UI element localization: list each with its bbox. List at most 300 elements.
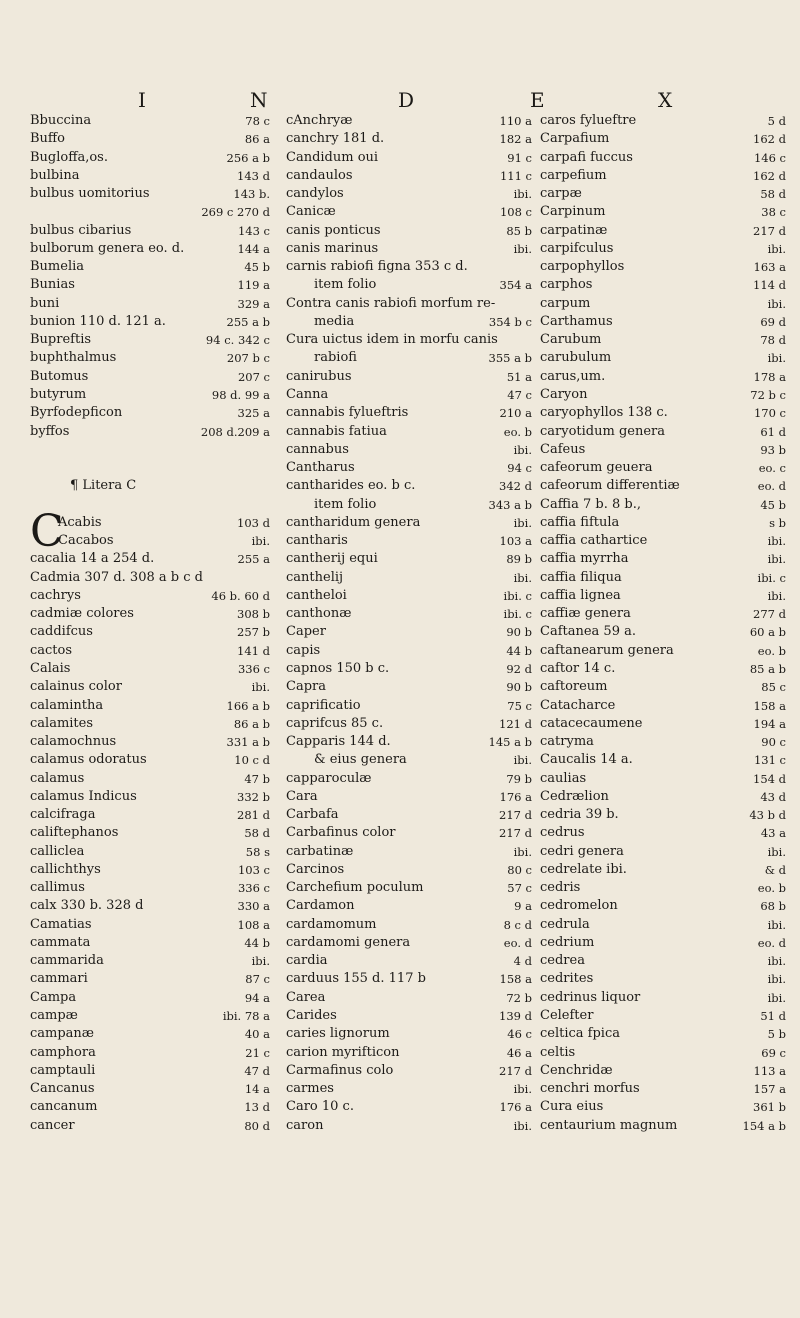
entry-reference: 143 c xyxy=(237,223,270,238)
index-entry xyxy=(286,623,532,641)
entry-reference: 308 b xyxy=(237,607,270,622)
entry-reference: 158 a xyxy=(753,698,786,713)
entry-reference: 47 c xyxy=(507,387,532,402)
entry-reference: 69 d xyxy=(760,314,786,329)
index-entry xyxy=(30,1062,270,1080)
entry-term: Buffo xyxy=(30,131,65,147)
index-entry xyxy=(286,368,532,386)
entry-reference: 157 a xyxy=(753,1082,786,1097)
index-entry xyxy=(30,587,270,605)
index-entry xyxy=(286,203,532,221)
entry-reference: 38 c xyxy=(761,205,786,220)
entry-reference: 255 a xyxy=(237,552,270,567)
entry-term: Carbafa xyxy=(286,807,339,823)
index-entry xyxy=(30,952,270,970)
entry-reference: ibi. xyxy=(513,1118,532,1133)
entry-reference: 43 b d xyxy=(749,808,786,823)
index-entry xyxy=(286,934,532,952)
entry-reference: 208 d.209 a xyxy=(200,424,270,439)
entry-term: caffia myrrha xyxy=(540,551,629,567)
entry-term: caftanearum genera xyxy=(540,642,674,658)
entry-term: cancer xyxy=(30,1117,75,1133)
index-entry xyxy=(540,934,786,952)
entry-reference: 68 b xyxy=(760,899,786,914)
index-entry xyxy=(540,1080,786,1098)
index-entry xyxy=(540,368,786,386)
index-entry xyxy=(286,441,532,459)
entry-term: cachrys xyxy=(30,587,81,603)
entry-reference: ibi. xyxy=(513,570,532,585)
entry-term: cantharidum genera xyxy=(286,514,421,530)
index-entry xyxy=(286,824,532,842)
index-entry xyxy=(540,660,786,678)
entry-reference: 154 a b xyxy=(742,1118,786,1133)
entry-term: bunion 110 d. 121 a. xyxy=(30,313,166,329)
entry-term: Bugloffa,os. xyxy=(30,149,108,165)
entry-reference: 46 b. 60 d xyxy=(211,588,270,603)
index-entry xyxy=(540,258,786,276)
index-entry xyxy=(540,550,786,568)
entry-term: Carea xyxy=(286,989,326,1005)
index-entry xyxy=(30,569,270,587)
entry-term: Carmafinus colo xyxy=(286,1062,394,1078)
entry-term: Caper xyxy=(286,624,326,640)
index-entry xyxy=(286,1117,532,1135)
index-entry xyxy=(30,514,270,532)
index-entry xyxy=(286,897,532,915)
entry-term: cedrula xyxy=(540,916,590,932)
entry-reference: ibi. xyxy=(251,534,270,549)
entry-term: cantharis xyxy=(286,533,348,549)
entry-term: canis ponticus xyxy=(286,222,381,238)
index-entry xyxy=(30,167,270,185)
entry-term: Cancanus xyxy=(30,1081,95,1097)
entry-reference: 103 d xyxy=(237,515,270,530)
entry-reference: 119 a xyxy=(237,278,270,293)
entry-reference: 103 a xyxy=(499,534,532,549)
entry-term: Cedrælion xyxy=(540,788,609,804)
index-entry xyxy=(286,642,532,660)
entry-term: caftoreum xyxy=(540,679,608,695)
index-entry xyxy=(540,1007,786,1025)
entry-reference: 217 d xyxy=(499,826,532,841)
entry-reference: 329 a xyxy=(237,296,270,311)
index-entry xyxy=(286,459,532,477)
index-entry xyxy=(540,313,786,331)
entry-reference: ibi. xyxy=(767,844,786,859)
index-entry xyxy=(30,788,270,806)
index-entry xyxy=(30,806,270,824)
entry-term: Cura uictus idem in morfu canis xyxy=(286,332,498,348)
index-entry xyxy=(30,843,270,861)
index-column-1 xyxy=(30,112,270,1135)
entry-reference: ibi. xyxy=(513,844,532,859)
entry-term: canis marinus xyxy=(286,240,379,256)
entry-term: candaulos xyxy=(286,167,353,183)
entry-term: callimus xyxy=(30,880,85,896)
entry-term: cantherij equi xyxy=(286,551,378,567)
entry-term: butyrum xyxy=(30,386,87,402)
index-entry xyxy=(30,642,270,660)
index-entry xyxy=(286,952,532,970)
index-entry xyxy=(540,806,786,824)
entry-term: Campa xyxy=(30,989,77,1005)
entry-term: cardamomum xyxy=(286,916,377,932)
entry-term: buphthalmus xyxy=(30,350,117,366)
entry-reference: 269 c 270 d xyxy=(201,205,270,220)
entry-term: item folio xyxy=(314,496,377,512)
entry-term: bulbina xyxy=(30,167,80,183)
index-entry xyxy=(286,861,532,879)
index-entry xyxy=(30,368,270,386)
index-entry xyxy=(30,623,270,641)
entry-term: caron xyxy=(286,1117,324,1133)
entry-term: cammata xyxy=(30,934,91,950)
entry-reference: 331 a b xyxy=(226,735,270,750)
entry-term: cedris xyxy=(540,880,581,896)
entry-reference: 355 a b xyxy=(488,351,532,366)
entry-term: Camatias xyxy=(30,916,92,932)
index-entry xyxy=(30,1007,270,1025)
index-entry xyxy=(30,130,270,148)
index-entry xyxy=(540,916,786,934)
entry-term: carpifculus xyxy=(540,240,614,256)
entry-term: Carpafium xyxy=(540,131,610,147)
entry-term: cAnchryæ xyxy=(286,113,353,128)
index-entry xyxy=(30,496,270,514)
index-entry xyxy=(30,240,270,258)
entry-reference: 256 a b xyxy=(226,150,270,165)
index-entry xyxy=(286,678,532,696)
entry-term: Canicæ xyxy=(286,204,336,220)
index-entry xyxy=(286,423,532,441)
entry-reference: ibi. xyxy=(767,990,786,1005)
index-entry xyxy=(540,532,786,550)
entry-term: bulbus uomitorius xyxy=(30,186,150,202)
entry-term: Carpinum xyxy=(540,204,606,220)
entry-reference: ibi. xyxy=(513,442,532,457)
index-entry xyxy=(30,1080,270,1098)
entry-term: Cura eius xyxy=(540,1099,604,1115)
index-entry xyxy=(286,240,532,258)
entry-term: Butomus xyxy=(30,368,89,384)
entry-reference: 13 d xyxy=(244,1100,270,1115)
entry-term: Carcinos xyxy=(286,861,345,877)
index-entry xyxy=(30,532,270,550)
index-entry xyxy=(540,733,786,751)
index-entry xyxy=(30,258,270,276)
index-entry xyxy=(540,477,786,495)
entry-term: media xyxy=(314,313,355,329)
entry-term: calainus color xyxy=(30,679,122,695)
entry-reference: 182 a xyxy=(499,132,532,147)
entry-term: Carubum xyxy=(540,332,602,348)
entry-term: caffiæ genera xyxy=(540,606,631,622)
entry-reference: 162 d xyxy=(753,132,786,147)
entry-reference: eo. b xyxy=(757,643,786,658)
index-entry xyxy=(30,441,270,459)
entry-reference: 21 c xyxy=(245,1045,270,1060)
index-entry xyxy=(30,1098,270,1116)
entry-term: Cacabos xyxy=(58,533,114,549)
index-entry xyxy=(540,331,786,349)
entry-term: cardamomi genera xyxy=(286,934,411,950)
entry-term: Candidum oui xyxy=(286,149,379,165)
entry-reference: 87 c xyxy=(245,972,270,987)
entry-reference: 47 b xyxy=(244,771,270,786)
index-entry xyxy=(540,1117,786,1135)
entry-reference: 78 d xyxy=(760,333,786,348)
entry-reference: 45 b xyxy=(760,497,786,512)
header-letter-i: I xyxy=(138,88,148,112)
index-entry xyxy=(30,185,270,203)
entry-reference: 217 d xyxy=(753,223,786,238)
entry-term: canchry 181 d. xyxy=(286,131,385,147)
entry-term: canirubus xyxy=(286,368,352,384)
entry-reference: ibi. c xyxy=(757,570,786,585)
index-entry xyxy=(540,642,786,660)
index-entry xyxy=(30,733,270,751)
index-entry xyxy=(540,386,786,404)
entry-reference: 40 a xyxy=(244,1027,270,1042)
entry-reference: 4 d xyxy=(513,954,532,969)
entry-term: camphora xyxy=(30,1044,96,1060)
index-entry xyxy=(540,587,786,605)
entry-reference: 217 d xyxy=(499,1063,532,1078)
index-entry xyxy=(540,788,786,806)
entry-reference: 158 a xyxy=(499,972,532,987)
entry-term: cadmiæ colores xyxy=(30,606,134,622)
entry-term: cantharides eo. b c. xyxy=(286,478,416,494)
index-entry xyxy=(30,313,270,331)
entry-term: calamochnus xyxy=(30,734,117,750)
entry-reference: 86 a xyxy=(244,132,270,147)
index-entry xyxy=(30,331,270,349)
index-entry xyxy=(286,970,532,988)
entry-reference: 217 d xyxy=(499,808,532,823)
entry-term: carpæ xyxy=(540,186,582,202)
index-entry xyxy=(30,897,270,915)
index-entry xyxy=(286,788,532,806)
index-entry xyxy=(540,751,786,769)
index-entry xyxy=(30,715,270,733)
index-entry xyxy=(286,660,532,678)
entry-reference: 75 c xyxy=(507,698,532,713)
entry-reference: 103 c xyxy=(237,862,270,877)
entry-reference: 207 c xyxy=(237,369,270,384)
entry-term: rabiofi xyxy=(314,350,357,366)
index-entry xyxy=(286,1007,532,1025)
entry-term: Bupreftis xyxy=(30,332,92,348)
index-entry xyxy=(540,130,786,148)
index-entry xyxy=(286,770,532,788)
index-entry xyxy=(540,861,786,879)
entry-reference: 46 c xyxy=(507,1027,532,1042)
entry-term: cedrites xyxy=(540,971,594,987)
entry-term: byffos xyxy=(30,423,70,439)
index-entry xyxy=(30,751,270,769)
index-entry xyxy=(286,313,532,331)
index-entry xyxy=(30,934,270,952)
entry-term: centaurium magnum xyxy=(540,1117,678,1133)
index-entry xyxy=(286,514,532,532)
index-entry xyxy=(540,441,786,459)
entry-reference: ibi. xyxy=(513,187,532,202)
entry-term: capis xyxy=(286,642,321,658)
entry-reference: 121 d xyxy=(499,716,532,731)
entry-reference: ibi. 78 a xyxy=(222,1009,270,1024)
entry-reference: 58 s xyxy=(245,844,270,859)
entry-term: Acabis xyxy=(58,514,102,530)
entry-reference: ibi. xyxy=(767,588,786,603)
entry-term: cannabus xyxy=(286,441,349,457)
entry-term: Caffia 7 b. 8 b., xyxy=(540,496,641,512)
entry-term: cancanum xyxy=(30,1099,98,1115)
entry-reference: 143 b. xyxy=(233,187,270,202)
index-entry xyxy=(30,404,270,422)
entry-reference: 60 a b xyxy=(749,625,786,640)
entry-reference: 336 c xyxy=(237,881,270,896)
entry-reference: eo. b xyxy=(503,424,532,439)
index-entry xyxy=(540,1062,786,1080)
entry-term: caryotidum genera xyxy=(540,423,665,439)
index-entry xyxy=(286,222,532,240)
index-entry xyxy=(540,1098,786,1116)
entry-term: catryma xyxy=(540,734,594,750)
entry-term: cacalia 14 a 254 d. xyxy=(30,551,155,567)
index-entry xyxy=(286,404,532,422)
index-entry xyxy=(286,185,532,203)
entry-reference: 72 b c xyxy=(750,387,786,402)
entry-term: cactos xyxy=(30,642,73,658)
entry-reference: 146 c xyxy=(753,150,786,165)
index-entry xyxy=(286,276,532,294)
entry-term: cardia xyxy=(286,953,328,969)
entry-reference: 343 a b xyxy=(488,497,532,512)
entry-term: caprificatio xyxy=(286,697,361,713)
index-entry xyxy=(540,185,786,203)
index-entry xyxy=(286,1044,532,1062)
index-entry xyxy=(30,879,270,897)
entry-term: Cara xyxy=(286,788,318,804)
entry-reference: 51 a xyxy=(506,369,532,384)
entry-reference: s b xyxy=(769,515,786,530)
entry-term: cedrelate ibi. xyxy=(540,861,627,877)
index-entry xyxy=(540,295,786,313)
entry-reference: 5 d xyxy=(767,114,786,128)
index-entry xyxy=(30,349,270,367)
entry-reference: 108 a xyxy=(237,917,270,932)
index-entry xyxy=(30,149,270,167)
index-entry xyxy=(286,605,532,623)
index-entry xyxy=(30,660,270,678)
entry-reference: 330 a xyxy=(237,899,270,914)
entry-reference: 44 b xyxy=(244,935,270,950)
index-entry xyxy=(540,276,786,294)
entry-reference: 178 a xyxy=(753,369,786,384)
index-entry xyxy=(286,806,532,824)
entry-term: celtis xyxy=(540,1044,576,1060)
index-entry xyxy=(286,149,532,167)
entry-term: carpafi fuccus xyxy=(540,149,633,165)
entry-term: carpophyllos xyxy=(540,259,625,275)
entry-reference: 5 b xyxy=(767,1027,786,1042)
entry-reference: 108 c xyxy=(499,205,532,220)
entry-term: capnos 150 b c. xyxy=(286,660,390,676)
index-entry xyxy=(286,697,532,715)
index-entry xyxy=(30,916,270,934)
entry-reference: ibi. xyxy=(767,534,786,549)
entry-reference: 176 a xyxy=(499,1100,532,1115)
index-entry xyxy=(286,349,532,367)
entry-reference: 80 c xyxy=(507,862,532,877)
entry-term: cammari xyxy=(30,971,88,987)
entry-term: Bbuccina xyxy=(30,113,92,128)
entry-term: cedrus xyxy=(540,825,585,841)
entry-reference: 166 a b xyxy=(226,698,270,713)
entry-reference: ibi. xyxy=(767,917,786,932)
entry-term: Cantharus xyxy=(286,460,355,476)
entry-reference: & d xyxy=(764,862,786,877)
index-entry xyxy=(540,715,786,733)
index-entry xyxy=(540,167,786,185)
entry-term: calx 330 b. 328 d xyxy=(30,898,144,914)
index-entry xyxy=(286,112,532,130)
entry-term: campanæ xyxy=(30,1026,95,1042)
index-entry xyxy=(286,331,532,349)
index-entry xyxy=(30,1117,270,1135)
entry-reference: 89 b xyxy=(506,552,532,567)
entry-term: bulborum genera eo. d. xyxy=(30,240,185,256)
entry-reference: 144 a xyxy=(237,241,270,256)
index-entry xyxy=(540,222,786,240)
entry-term: Celefter xyxy=(540,1008,594,1024)
entry-reference: 44 b xyxy=(506,643,532,658)
index-entry xyxy=(30,770,270,788)
index-entry xyxy=(540,697,786,715)
entry-term: Catacharce xyxy=(540,697,616,713)
entry-term: carpum xyxy=(540,295,591,311)
entry-reference: ibi. xyxy=(513,241,532,256)
entry-reference: 139 d xyxy=(499,1009,532,1024)
entry-term: cedrea xyxy=(540,953,585,969)
index-entry xyxy=(30,295,270,313)
entry-reference: ibi. xyxy=(767,552,786,567)
entry-term: Caryon xyxy=(540,386,588,402)
entry-term: & eius genera xyxy=(314,752,407,768)
entry-term: caprifcus 85 c. xyxy=(286,715,384,731)
index-entry xyxy=(30,222,270,240)
entry-reference: 85 a b xyxy=(749,661,786,676)
index-entry xyxy=(30,203,270,221)
index-column-3 xyxy=(540,112,786,1135)
entry-term: callichthys xyxy=(30,861,101,877)
entry-reference: 45 b xyxy=(244,260,270,275)
entry-term: carubulum xyxy=(540,350,612,366)
index-entry xyxy=(540,897,786,915)
entry-reference: 8 c d xyxy=(503,917,532,932)
index-entry xyxy=(540,952,786,970)
entry-reference: 111 c xyxy=(499,168,532,183)
entry-term: calliclea xyxy=(30,843,85,859)
entry-reference: ibi. xyxy=(767,351,786,366)
index-entry xyxy=(286,295,532,313)
entry-term: campæ xyxy=(30,1008,78,1024)
entry-term: cannabis fylueftris xyxy=(286,405,409,421)
entry-reference: 10 c d xyxy=(234,753,270,768)
entry-reference: 143 d xyxy=(237,168,270,183)
entry-reference: 85 b xyxy=(506,223,532,238)
